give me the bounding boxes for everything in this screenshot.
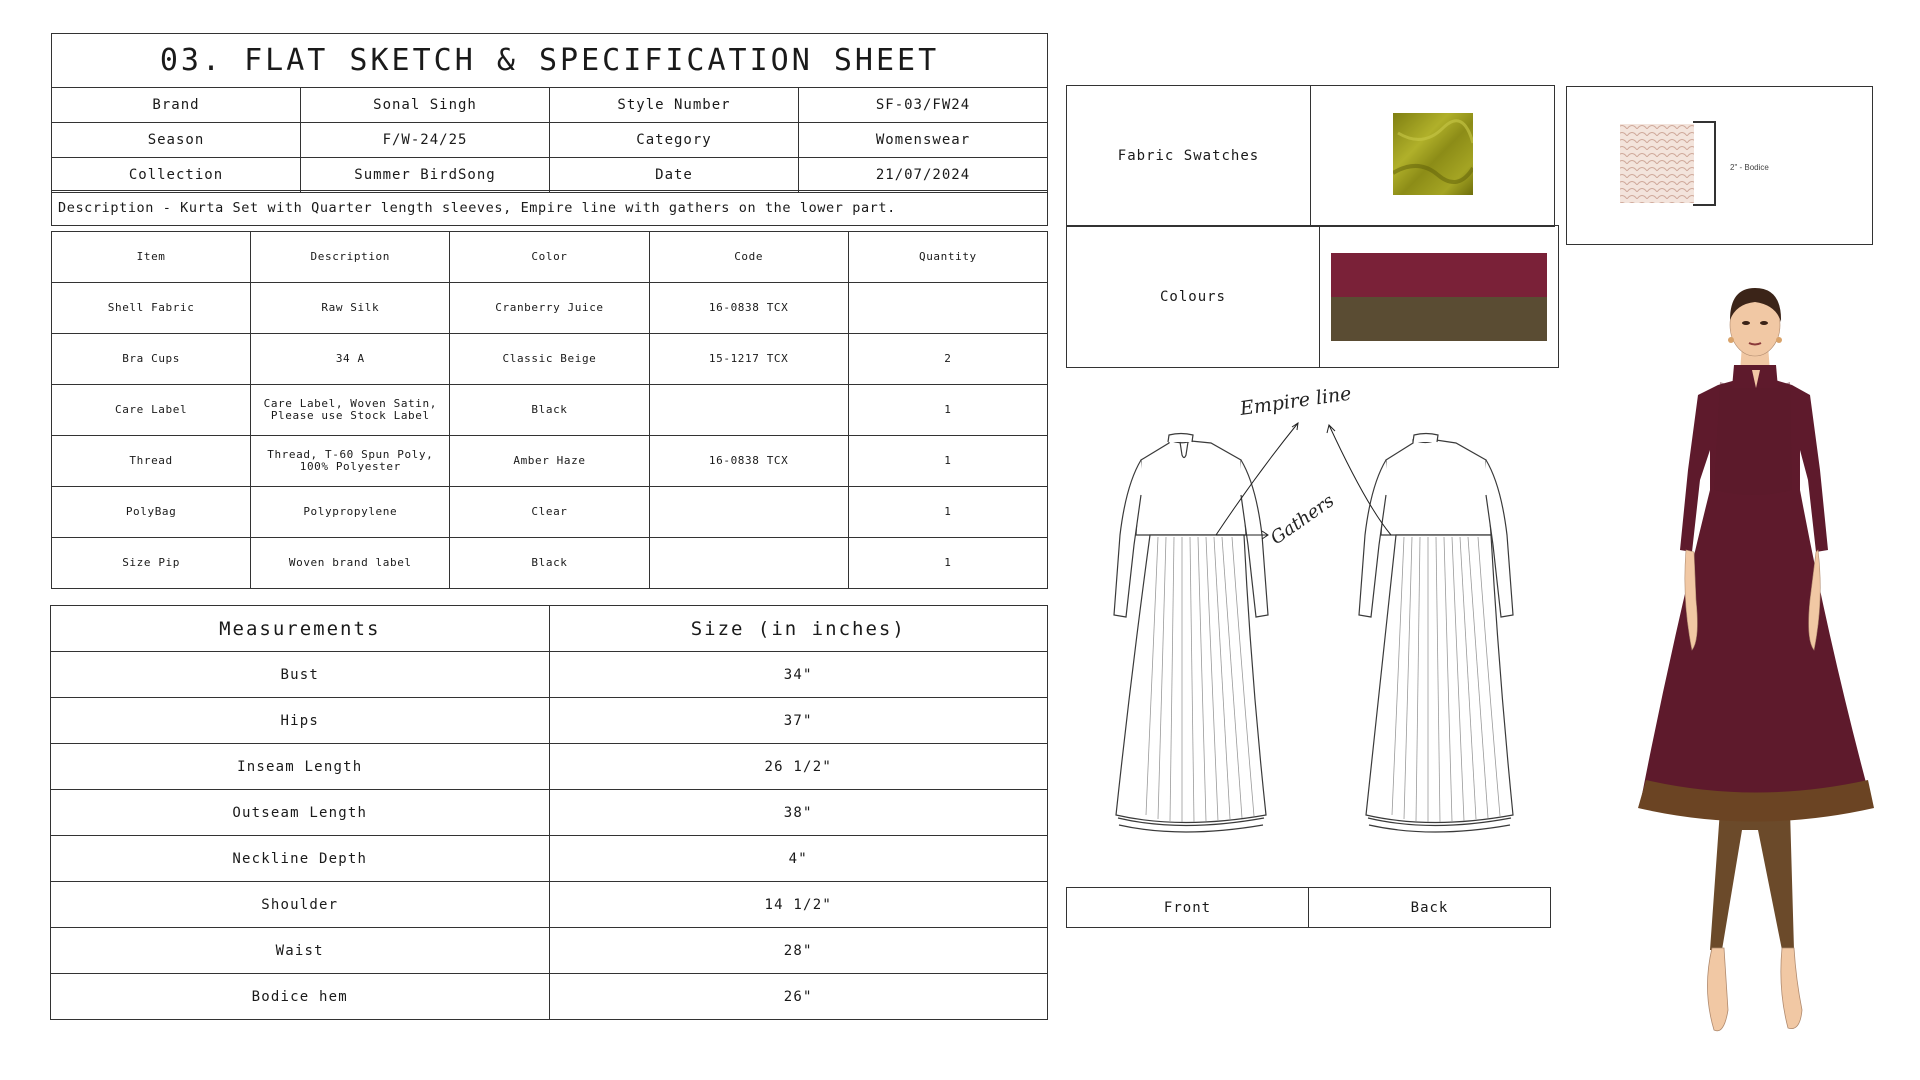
bom-cell-item: PolyBag [52,487,251,538]
brand-value: Sonal Singh [301,88,550,123]
measurement-value: 4" [549,836,1048,882]
fabric-print-label: 2" - Bodice [1730,163,1769,172]
season-value: F/W-24/25 [301,123,550,158]
bom-cell-description: Care Label, Woven Satin, Please use Stock Label [251,385,450,436]
measurements-table [50,605,1048,1020]
table-row [52,158,1048,193]
size-header: Size (in inches) [549,606,1048,652]
date-label: Date [550,158,799,193]
fabric-swatches-label: Fabric Swatches [1067,86,1311,227]
bom-body [52,283,1048,589]
front-label: Front [1067,888,1309,928]
table-row [51,836,1048,882]
fabric-swatch-image [1393,113,1473,195]
table-row [51,928,1048,974]
bom-cell-item: Size Pip [52,538,251,589]
bom-cell-item: Shell Fabric [52,283,251,334]
table-row [52,487,1048,538]
table-row [1067,86,1555,227]
view-labels-table [1066,887,1551,928]
measurement-value: 34" [549,652,1048,698]
brand-label: Brand [52,88,301,123]
measurement-name: Outseam Length [51,790,550,836]
bom-cell-quantity: 1 [848,487,1047,538]
bom-header-color: Color [450,232,649,283]
back-label: Back [1309,888,1551,928]
bom-cell-code [649,487,848,538]
flat-sketch [1066,375,1566,875]
gathers-annotation: Gathers [1266,490,1339,550]
bom-cell-color: Cranberry Juice [450,283,649,334]
colour-swatches [1331,253,1547,341]
page-title: 03. FLAT SKETCH & SPECIFICATION SHEET [51,33,1048,88]
table-row [51,790,1048,836]
measurement-value: 26 1/2" [549,744,1048,790]
collection-label: Collection [52,158,301,193]
bom-cell-item: Thread [52,436,251,487]
bom-cell-color: Clear [450,487,649,538]
table-row [51,744,1048,790]
bom-header-row [52,232,1048,283]
bom-cell-description: Raw Silk [251,283,450,334]
colours-cell [1320,226,1559,368]
bom-cell-code [649,385,848,436]
table-row [52,538,1048,589]
bom-header-quantity: Quantity [848,232,1047,283]
fabric-print-box [1566,86,1873,245]
table-row [1067,888,1551,928]
bom-cell-color: Black [450,385,649,436]
bom-cell-description: Woven brand label [251,538,450,589]
style-number-value: SF-03/FW24 [799,88,1048,123]
measurement-name: Shoulder [51,882,550,928]
bom-cell-color: Amber Haze [450,436,649,487]
colour-swatch-cranberry [1331,253,1547,297]
measurements-header-row [51,606,1048,652]
measurement-value: 26" [549,974,1048,1020]
bom-cell-item: Bra Cups [52,334,251,385]
bom-cell-code: 15-1217 TCX [649,334,848,385]
measurement-name: Neckline Depth [51,836,550,882]
bom-cell-quantity: 2 [848,334,1047,385]
collection-value: Summer BirdSong [301,158,550,193]
bom-table [51,231,1048,589]
info-table [51,87,1048,193]
table-row [51,698,1048,744]
date-value: 21/07/2024 [799,158,1048,193]
bom-cell-color: Black [450,538,649,589]
colours-table [1066,225,1559,368]
category-label: Category [550,123,799,158]
measurement-value: 37" [549,698,1048,744]
measurement-name: Bust [51,652,550,698]
table-row [52,385,1048,436]
bom-cell-quantity: 1 [848,436,1047,487]
measurement-value: 28" [549,928,1048,974]
colours-label: Colours [1067,226,1320,368]
bom-cell-code: 16-0838 TCX [649,283,848,334]
bom-cell-code [649,538,848,589]
table-row [51,882,1048,928]
measurement-name: Inseam Length [51,744,550,790]
table-row [51,974,1048,1020]
table-row [52,334,1048,385]
bom-cell-quantity: 1 [848,385,1047,436]
bom-header-code: Code [649,232,848,283]
bom-cell-code: 16-0838 TCX [649,436,848,487]
measurements-header: Measurements [51,606,550,652]
measurement-name: Hips [51,698,550,744]
measurement-value: 38" [549,790,1048,836]
table-row [52,123,1048,158]
measurements-body [51,652,1048,1020]
back-view-sketch [1359,434,1513,833]
table-row [52,436,1048,487]
bom-header-item: Item [52,232,251,283]
bom-cell-quantity: 1 [848,538,1047,589]
bom-header-description: Description [251,232,450,283]
bom-cell-description: 34 A [251,334,450,385]
measurement-name: Waist [51,928,550,974]
table-row [52,283,1048,334]
measurement-name: Bodice hem [51,974,550,1020]
style-number-label: Style Number [550,88,799,123]
fabric-print-swatch [1567,87,1872,244]
bom-cell-quantity [848,283,1047,334]
table-row [52,88,1048,123]
fashion-illustration [1610,270,1890,1040]
measurement-value: 14 1/2" [549,882,1048,928]
table-row [1067,226,1559,368]
fabric-swatch-cell [1311,86,1555,227]
colour-swatch-olive-brown [1331,297,1547,341]
description-row: Description - Kurta Set with Quarter length sleeves, Empire line with gathers on the lower part. [51,190,1048,226]
table-row [51,652,1048,698]
bom-cell-color: Classic Beige [450,334,649,385]
bom-cell-description: Thread, T-60 Spun Poly, 100% Polyester [251,436,450,487]
bom-cell-item: Care Label [52,385,251,436]
category-value: Womenswear [799,123,1048,158]
season-label: Season [52,123,301,158]
bom-cell-description: Polypropylene [251,487,450,538]
empire-line-annotation: Empire line [1238,382,1353,420]
fabric-swatches-table [1066,85,1555,227]
